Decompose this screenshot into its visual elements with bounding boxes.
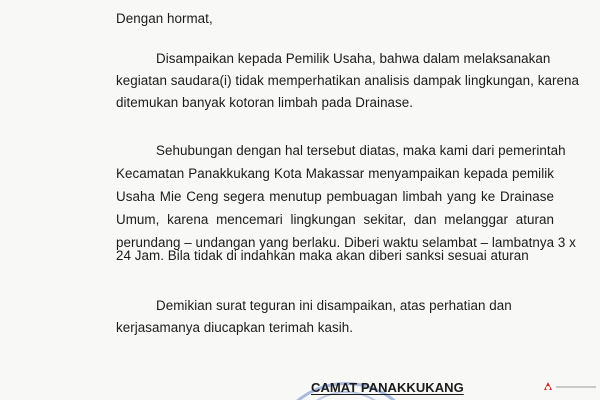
paragraph-3-line-2: kerjasamanya diucapkan terimah kasih. xyxy=(116,320,354,335)
paragraph-2-line-4: Umum, karena mencemari lingkungan sekitar, dan melanggar aturan xyxy=(116,212,554,227)
signatory-title: CAMAT PANAKKUKANG xyxy=(311,380,464,395)
greeting: Dengan hormat, xyxy=(116,11,213,26)
paragraph-1-line-1: Disampaikan kepada Pemilik Usaha, bahwa dalam melaksanakan xyxy=(156,51,551,66)
paragraph-2-line-2: Kecamatan Panakkukang Kota Makassar menyampaikan kepada pemilik xyxy=(116,166,554,181)
paragraph-3-line-1: Demikian surat teguran ini disampaikan, atas perhatian dan xyxy=(156,298,512,313)
paragraph-2-line-5: perundang – undangan yang berlaku. Diberi waktu selambat – lambatnya 3 x xyxy=(116,235,576,250)
watermark-logo-icon xyxy=(542,380,600,392)
paragraph-2-line-3: Usaha Mie Ceng segera menutup pembuagan limbah yang ke Drainase xyxy=(116,189,554,204)
paragraph-1-line-2: kegiatan saudara(i) tidak memperhatikan analisis dampak lingkungan, karena xyxy=(116,73,579,88)
paragraph-2-line-1: Sehubungan dengan hal tersebut diatas, maka kami dari pemerintah xyxy=(156,143,566,158)
paragraph-1-line-3: ditemukan banyak kotoran limbah pada Drainase. xyxy=(116,95,414,110)
paragraph-2-line-6: 24 Jam. Bila tidak di indahkan maka akan diberi sanksi sesuai aturan xyxy=(116,248,529,263)
